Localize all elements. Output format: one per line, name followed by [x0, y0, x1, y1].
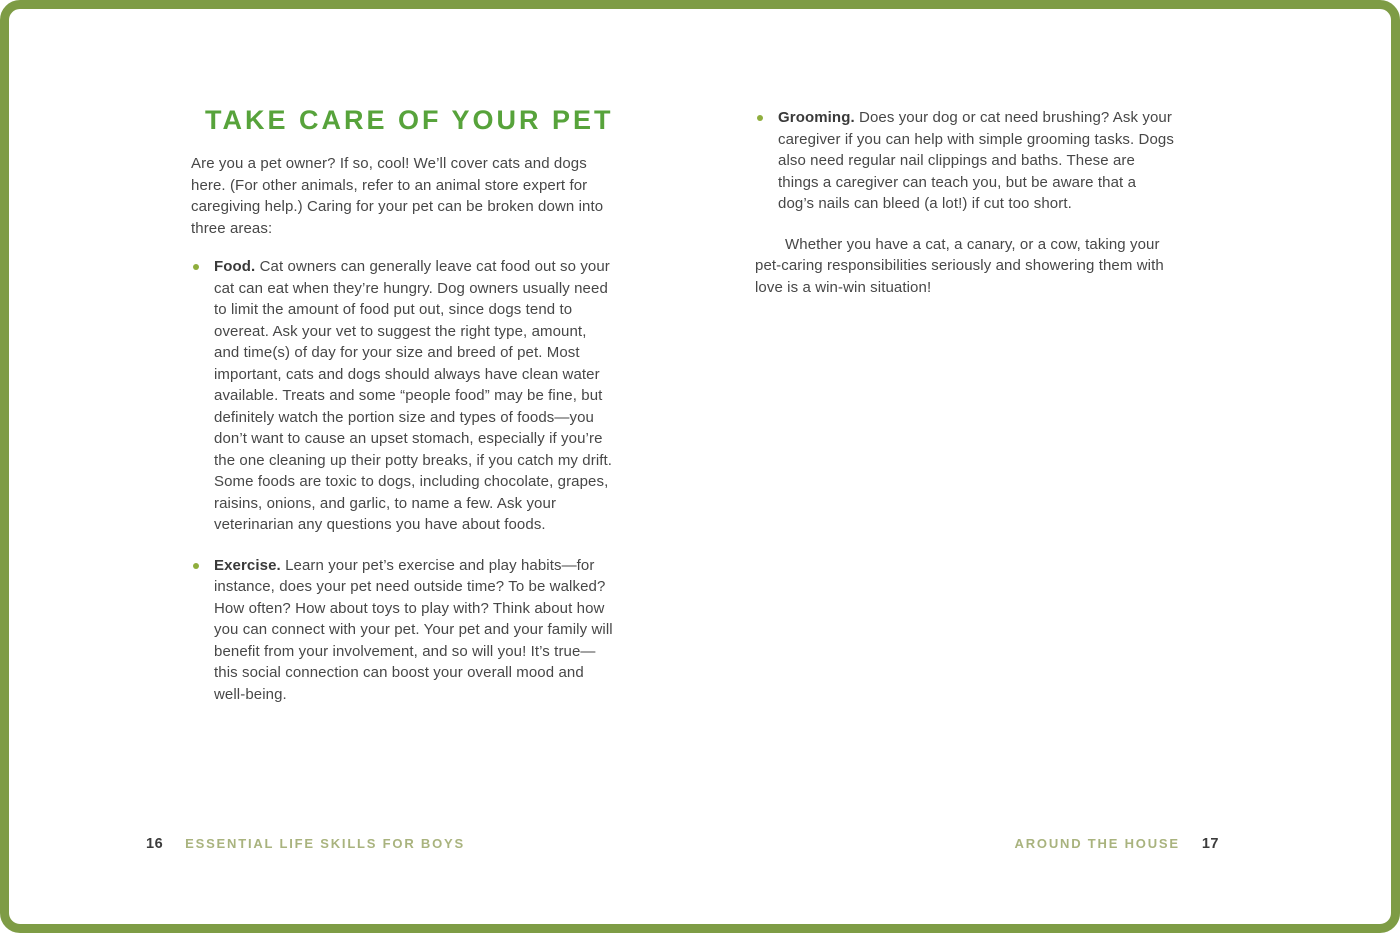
bullet-body: Does your dog or cat need brushing? Ask your caregiver if you can help with simple grooming tasks. Dogs also need regular nail clippings and baths. These are things a caregiver can teach you, but be aware that a dog’s nails can bleed (a lot!) if cut too short. [778, 109, 1174, 212]
left-page [9, 9, 700, 924]
right-running-head: AROUND THE HOUSE [1014, 836, 1180, 851]
left-bullet-list [191, 256, 615, 705]
page-title: TAKE CARE OF YOUR PET [205, 105, 614, 135]
footer-left [146, 836, 465, 852]
bullet-lead: Food. [214, 258, 256, 275]
left-running-head: ESSENTIAL LIFE SKILLS FOR BOYS [185, 836, 465, 851]
bullet-text [214, 256, 615, 536]
bullet-body: Learn your pet’s exercise and play habits—for instance, does your pet need outside time? To be walked? How often? How about toys to play with? Think about how you can connect with your pet. Your pet and your family will benefit from your involvement, and so will you! It’s true—this social connection can boost your overall mood and well-being. [214, 556, 613, 703]
left-page-number: 16 [146, 836, 164, 852]
bullet-icon [757, 115, 763, 121]
right-page-number: 17 [1201, 836, 1219, 852]
bullet-lead: Exercise. [214, 556, 281, 574]
list-item-exercise [191, 555, 615, 706]
list-item-food [191, 256, 615, 536]
list-item-grooming [755, 107, 1176, 215]
bullet-icon [193, 563, 199, 569]
bullet-icon [193, 264, 199, 270]
right-bullet-list [755, 107, 1176, 215]
bullet-text [778, 107, 1176, 215]
closing-paragraph: Whether you have a cat, a canary, or a cow, taking your pet-caring responsibilities seriously and showering them with love is a win-win situation! [755, 235, 1164, 296]
page-spread [9, 9, 1391, 924]
right-page [700, 9, 1391, 924]
footer-right [1015, 836, 1219, 852]
bullet-body: Cat owners can generally leave cat food out so your cat can eat when they’re hungry. Dog owners usually need to limit the amount of food put out, since dogs tend to overeat. Ask your vet to suggest the right type, amount, and time(s) of day for your size and breed of pet. Most important, cats and dogs should always have clean water available. Treats and some “people food” may be fine, but definitely watch the portion size and types of foods—you don’t want to cause an upset stomach, especially if you’re the one cleaning up their potty breaks, if you catch my drift. Some foods are toxic to dogs, including chocolate, grapes, raisins, onions, and garlic, to name a few. Ask your veterinarian any questions you have about foods. [214, 258, 613, 533]
intro-paragraph: Are you a pet owner? If so, cool! We’ll cover cats and dogs here. (For other animals, refer to an animal store expert for caregiving help.) Caring for your pet can be broken down into three areas: [191, 155, 604, 237]
bullet-lead: Grooming. [778, 109, 855, 126]
page-footer [9, 836, 1391, 852]
bullet-text [214, 555, 615, 706]
